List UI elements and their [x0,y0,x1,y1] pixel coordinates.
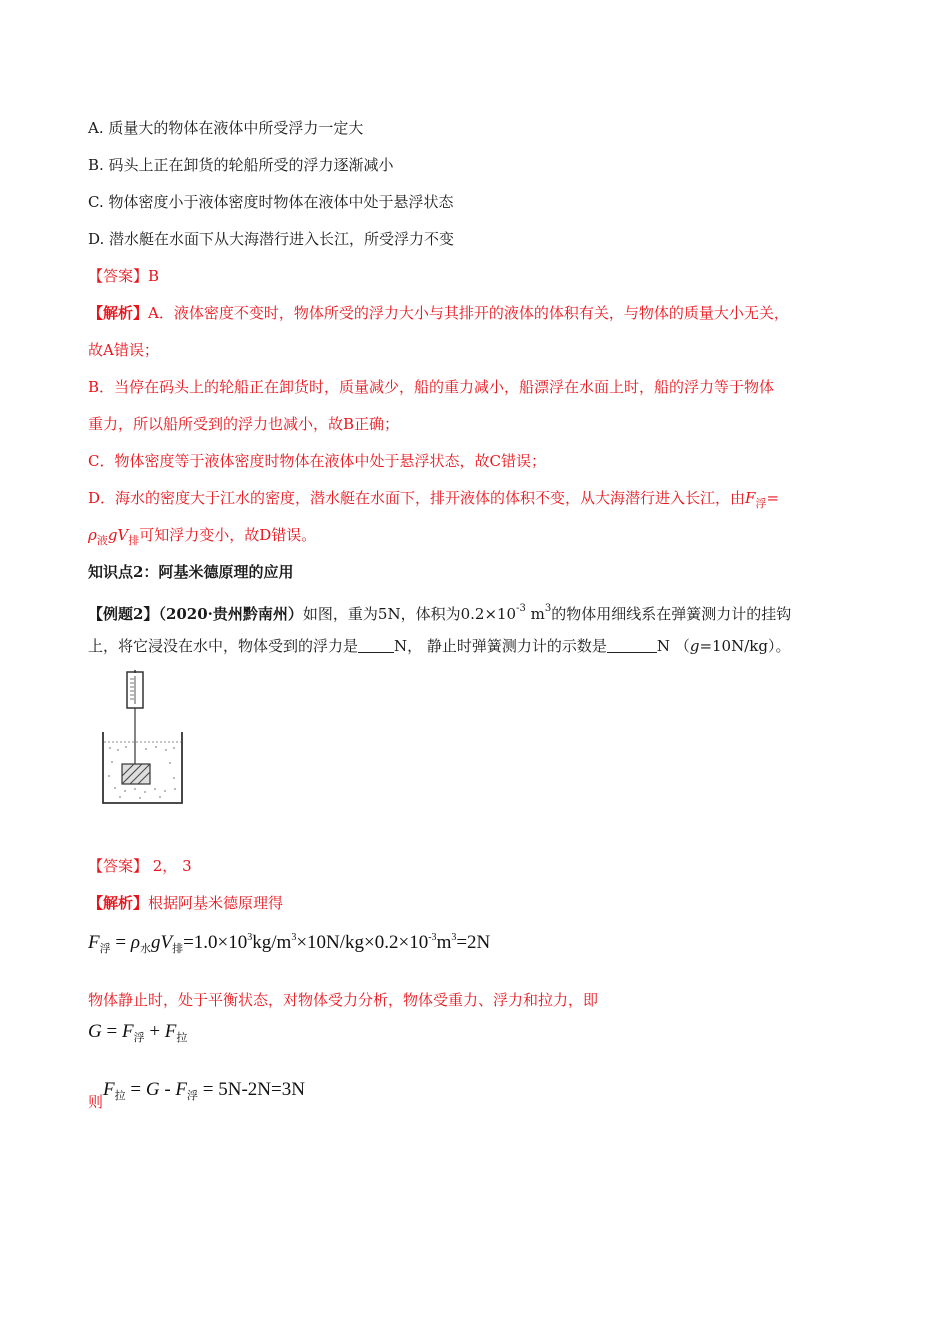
f3-f: F [103,1079,115,1100]
f1-sup1: 3 [247,932,253,943]
f1-gv: gV [150,932,173,953]
f1-sup4: 3 [451,932,457,943]
formula-tension [103,1079,305,1100]
option-a: A. 质量大的物体在液体中所受浮力一定大 [88,119,364,137]
example-text-2c: N （ [656,637,690,655]
f2-f2: F [164,1021,177,1042]
formula-balance [88,1022,187,1048]
analysis-1-line-d1 [88,488,779,514]
example-tag: 【例题2】 [88,605,159,623]
formula-eq: = [766,489,780,507]
analysis-d-rest: 可知浮力变小，故D错误。 [139,526,317,544]
f3-f2: F [175,1079,188,1100]
option-d: D. 潜水艇在水面下从大海潜行进入长江，所受浮力不变 [88,230,455,248]
analysis-2-state: 物体静止时，处于平衡状态，对物体受力分析，物体受重力、浮力和拉力，即 [88,991,599,1009]
example-2-line-2 [88,636,790,656]
example-text-2a: 上，将它浸没在水中，物体受到的浮力是 [88,637,359,655]
f1-r4: m [436,932,452,953]
answer-1: 【答案】B [88,267,160,285]
example-g: g [689,637,700,655]
f1-sup3: -3 [428,932,437,943]
analysis-tag: 【解析】 [88,304,149,322]
formula-f: F [745,489,756,507]
example-text-2d: =10N/kg）。 [699,637,791,655]
f1-rho: ρ [130,932,140,953]
analysis-1-line-a2: 故A错误； [88,341,159,359]
f2-f: F [121,1021,134,1042]
example-exp: -3 [516,603,526,614]
f1-sup2: 3 [291,932,297,943]
knowledge-point: 知识点2：阿基米德原理的应用 [88,563,294,581]
f3-sub1: 拉 [114,1090,126,1102]
example-unit: m [525,605,545,623]
analysis-1-line-b2: 重力，所以船所受到的浮力也减小，故B正确； [88,415,400,433]
formula-tension-line [88,1079,305,1111]
f2-sub2: 拉 [176,1032,188,1044]
analysis-a-text: A．液体密度不变时，物体所受的浮力大小与其排开的液体的体积有关，与物体的质量大小无关， [148,304,789,322]
answer-blank-2[interactable] [607,638,657,653]
example-2-line-1 [88,599,791,624]
example-unit-exp: 3 [544,603,552,614]
analysis-1-line-d2 [88,525,316,551]
f3-g: G [145,1079,160,1100]
f1-r2: kg/m [252,932,292,953]
f1-rest: =1.0×10 [183,932,248,953]
f2-sub1: 浮 [133,1032,145,1044]
formula-rho-sub: 液 [96,534,108,547]
example-text-1: 如图，重为5N，体积为0.2×10 [302,605,517,623]
f1-r3: ×10N/kg×0.2×10 [296,932,429,953]
f1-rho-sub: 水 [139,943,151,955]
f1-r5: =2N [456,932,491,953]
f3-minus: - [159,1079,176,1100]
f3-sub2: 浮 [187,1090,199,1102]
spring-scale-beaker-figure [100,670,190,810]
formula-v-sub: 排 [128,534,140,547]
f2-plus: + [144,1021,165,1042]
analysis-1-line-b1: B．当停在码头上的轮船正在卸货时，质量减少，船的重力减小，船漂浮在水面上时，船的浮力等于物体 [88,378,775,396]
analysis-2-intro [88,893,283,913]
f1-symbol: F [88,932,100,953]
f1-eq: = [110,932,131,953]
formula-f-sub: 浮 [755,497,767,510]
example-source: （2020·贵州黔南州） [158,605,303,623]
answer-blank-1[interactable] [358,638,394,653]
option-c: C. 物体密度小于液体密度时物体在液体中处于悬浮状态 [88,193,454,211]
f2-eq: = [101,1021,122,1042]
example-text-2b: N， 静止时弹簧测力计的示数是 [394,637,607,655]
then-label: 则 [88,1093,104,1111]
analysis-1-line-a1 [88,303,789,323]
analysis-2-text: 根据阿基米德原理得 [148,894,284,912]
answer-2: 【答案】 2， 3 [88,857,192,875]
formula-gv: gV [107,526,129,544]
formula-rho: ρ [88,526,97,544]
formula-buoyancy [88,928,490,959]
example-text-1-rest: 的物体用细线系在弹簧测力计的挂钩 [551,605,792,623]
analysis-2-tag: 【解析】 [88,894,149,912]
f1-sub: 浮 [99,943,111,955]
f2-g: G [88,1021,102,1042]
analysis-d-text: D．海水的密度大于江水的密度，潜水艇在水面下，排开液体的体积不变，从大海潜行进入长江，由 [88,489,746,507]
f3-rest: = 5N-2N=3N [198,1079,305,1100]
analysis-1-line-c1: C．物体密度等于液体密度时物体在液体中处于悬浮状态，故C错误； [88,452,546,470]
f1-v-sub: 排 [172,943,184,955]
f3-eq: = [125,1079,146,1100]
option-b: B. 码头上正在卸货的轮船所受的浮力逐渐减小 [88,156,394,174]
